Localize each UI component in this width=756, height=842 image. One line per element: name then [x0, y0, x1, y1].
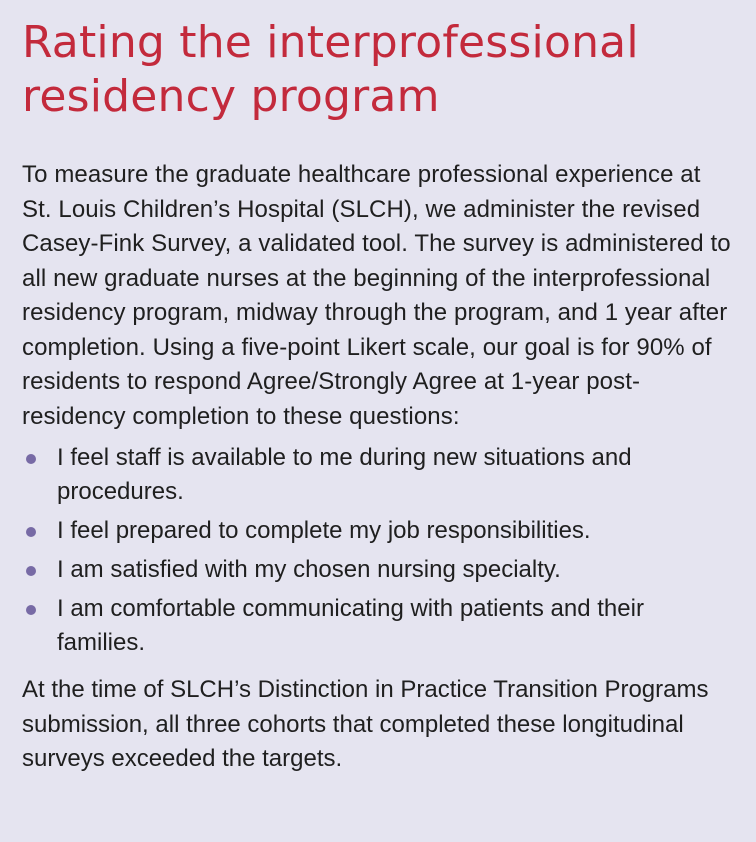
bullet-dot-icon	[26, 605, 36, 615]
list-item	[22, 592, 734, 660]
bullet-dot-icon	[26, 527, 36, 537]
question-list	[22, 441, 734, 660]
list-item-text: I am satisfied with my chosen nursing specialty.	[57, 556, 561, 583]
list-item	[22, 441, 734, 509]
bullet-dot-icon	[26, 566, 36, 576]
list-item-text: I am comfortable communicating with patients and their families.	[57, 595, 644, 656]
closing-paragraph: At the time of SLCH’s Distinction in Practice Transition Programs submission, all three cohorts that completed these longitudinal surveys exceeded the targets.	[22, 676, 709, 772]
box-title: Rating the interprofessional residency program	[22, 17, 639, 122]
list-item-text: I feel staff is available to me during new situations and procedures.	[57, 444, 632, 505]
list-item	[22, 553, 734, 587]
list-item-text: I feel prepared to complete my job responsibilities.	[57, 517, 591, 544]
intro-paragraph: To measure the graduate healthcare professional experience at St. Louis Children’s Hospital (SLCH), we administer the revised Casey-Fink Survey, a validated tool. The survey is administered to all new graduate nurses at the beginning of the interprofessional residency program, midway through the program, and 1 year after completion. Using a five-point Likert scale, our goal is for 90% of residents to respond Agree/Strongly Agree at 1-year post-residency completion to these questions:	[22, 161, 731, 430]
bullet-dot-icon	[26, 454, 36, 464]
list-item	[22, 514, 734, 548]
